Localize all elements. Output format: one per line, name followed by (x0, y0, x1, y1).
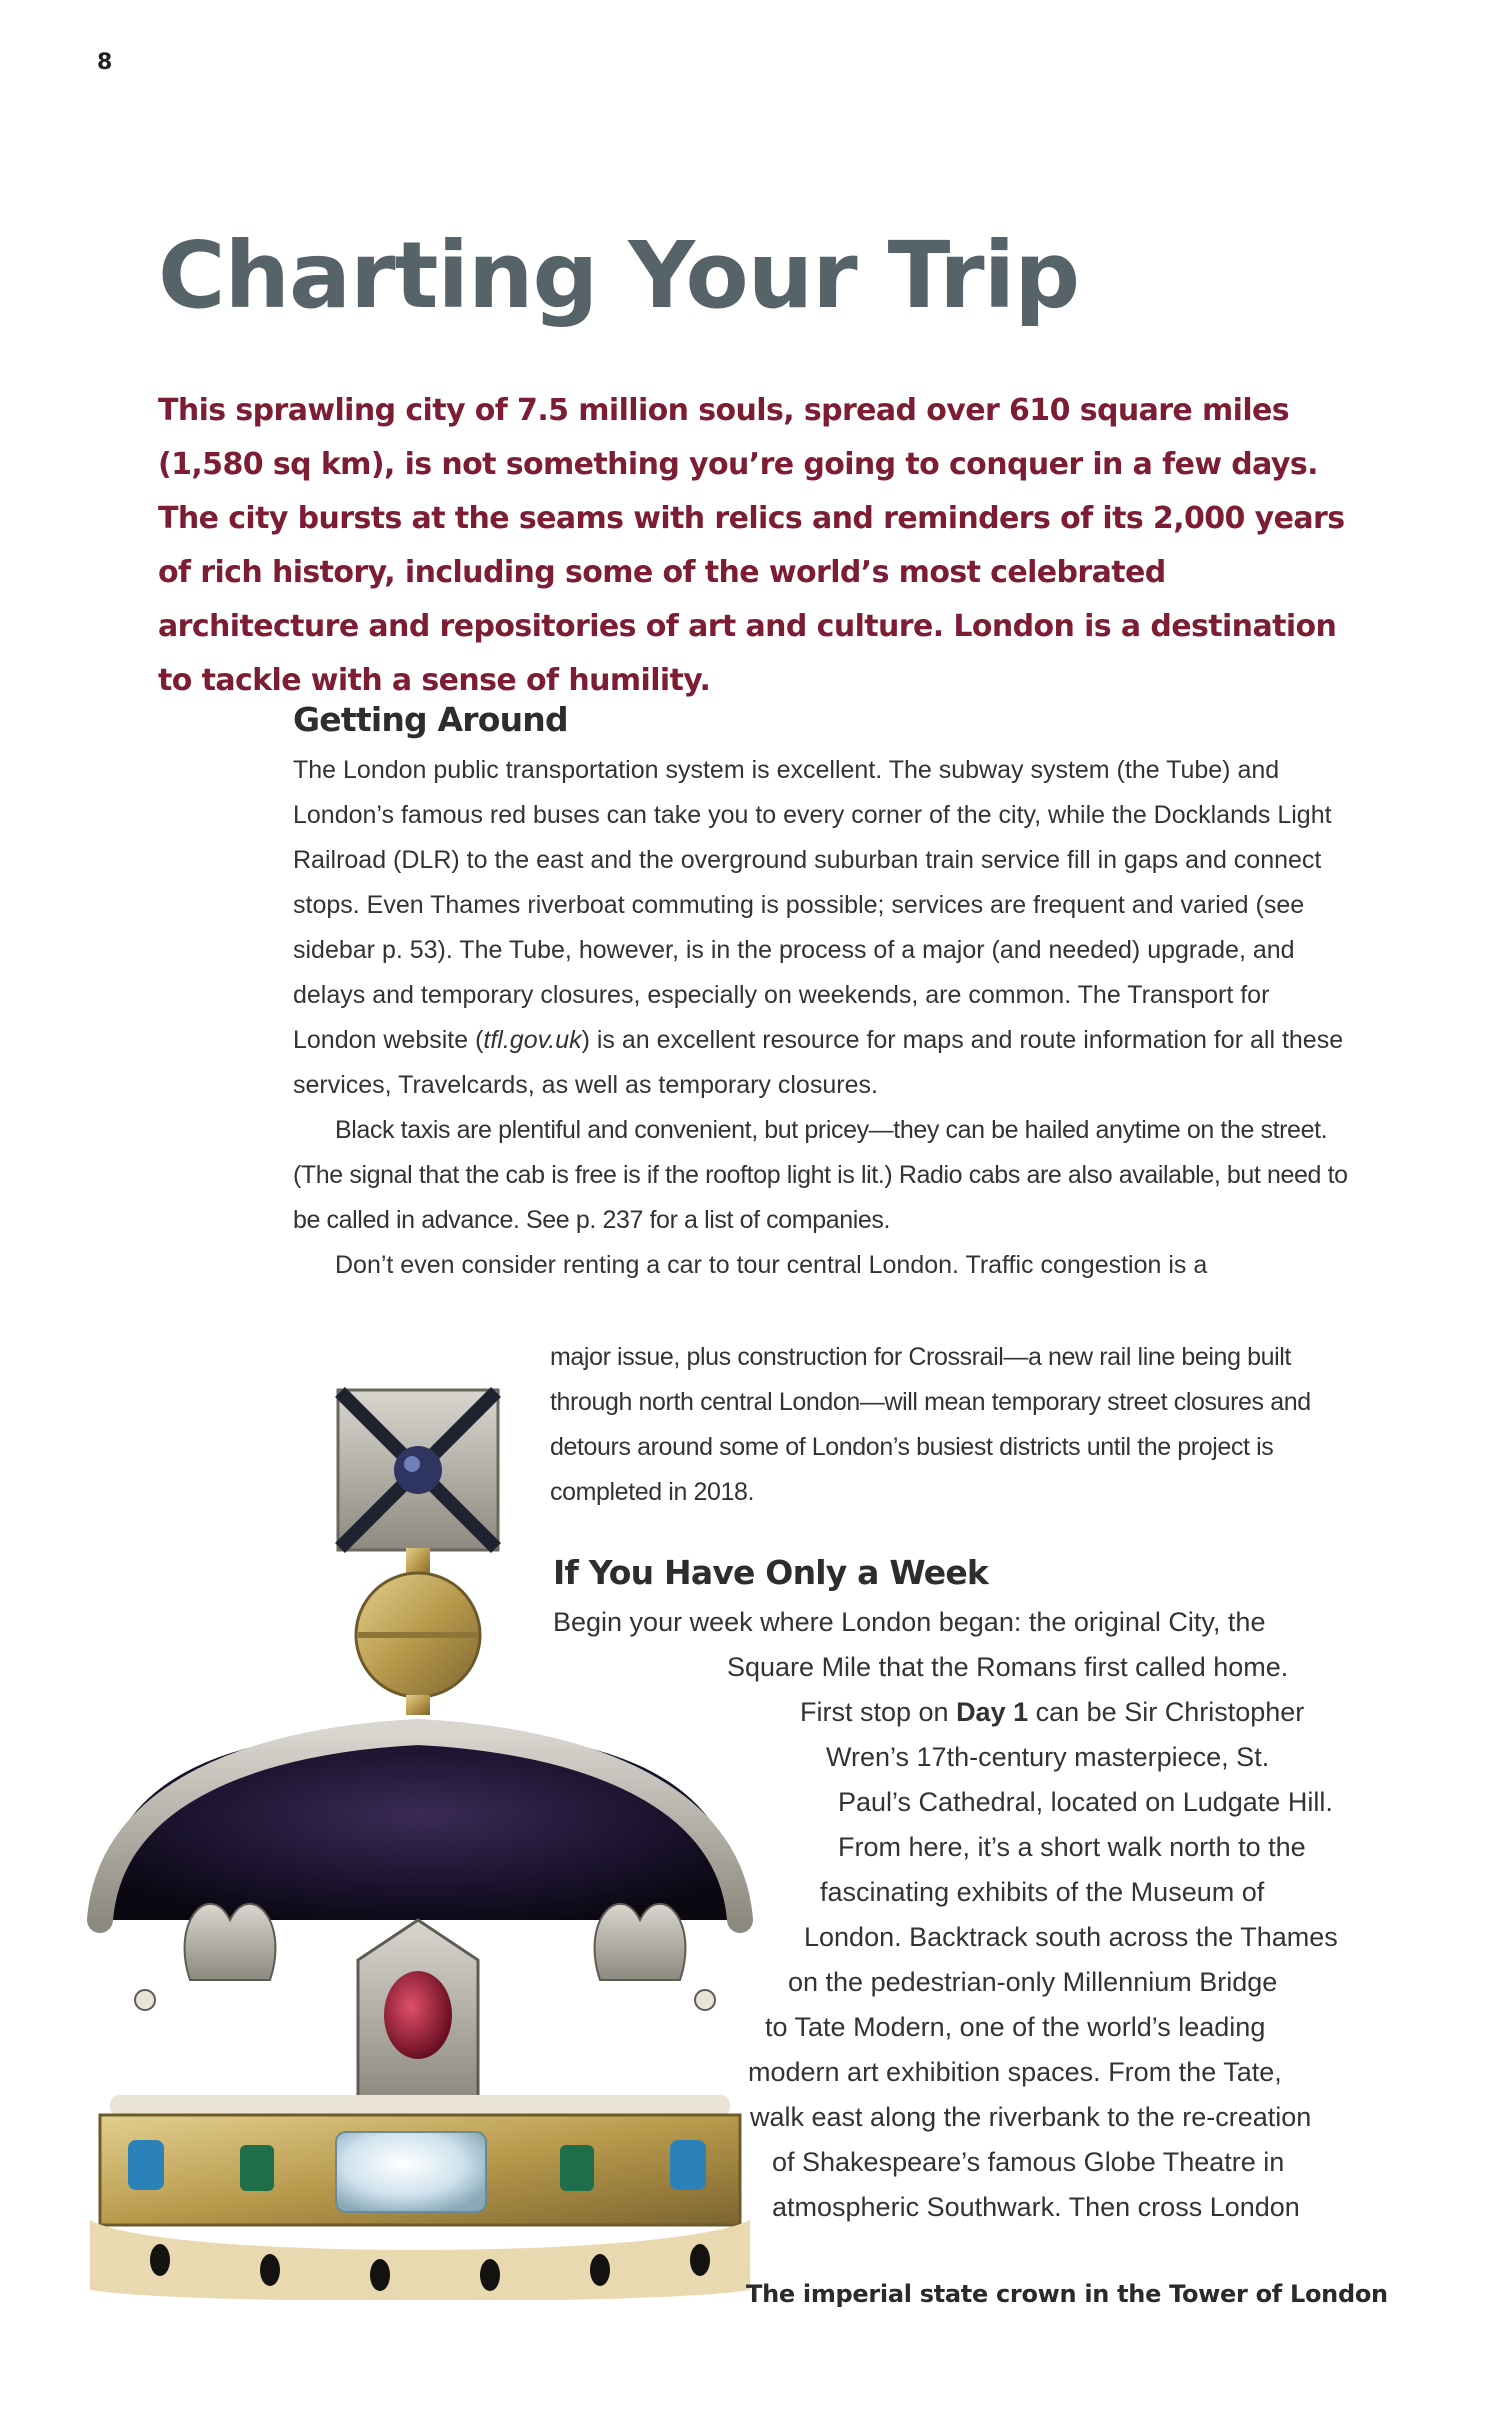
week-line-3: First stop on Day 1 can be Sir Christopher (800, 1697, 1305, 1727)
image-caption: The imperial state crown in the Tower of London (746, 2280, 1388, 2308)
crown-orb (356, 1548, 480, 1715)
section-heading-getting-around: Getting Around (293, 700, 568, 739)
getting-around-body (293, 748, 1353, 1288)
crown-pearl-band (100, 2095, 740, 2225)
week-line-2: Square Mile that the Romans first called home. (727, 1652, 1289, 1682)
week-line-4: Wren’s 17th-century masterpiece, St. (826, 1742, 1270, 1772)
day-1-label: Day 1 (956, 1697, 1029, 1727)
tfl-link[interactable]: tfl.gov.uk (483, 1026, 582, 1054)
week-line-14: atmospheric Southwark. Then cross London (772, 2192, 1300, 2222)
paragraph-cars-continued: major issue, plus construction for Crossrail—a new rail line being built through north central London—will mean temporary street closures and detours around some of London’s busiest districts until the project is completed in 2018. (550, 1343, 1311, 1506)
paragraph-cars-start: Don’t even consider renting a car to tour central London. Traffic congestion is a (335, 1251, 1208, 1279)
week-line-11: modern art exhibition spaces. From the Tate, (748, 2057, 1282, 2087)
week-line-10: to Tate Modern, one of the world’s leading (765, 2012, 1266, 2042)
week-line-5: Paul’s Cathedral, located on Ludgate Hill. (838, 1787, 1333, 1817)
week-line-9: on the pedestrian-only Millennium Bridge (788, 1967, 1278, 1997)
crown-image (40, 1360, 780, 2300)
crown-cross (338, 1390, 498, 1550)
week-line-6: From here, it’s a short walk north to the (838, 1832, 1306, 1862)
week-line-7: fascinating exhibits of the Museum of (820, 1877, 1265, 1907)
page-number: 8 (97, 50, 113, 75)
page-title: Charting Your Trip (158, 222, 1080, 329)
week-line-12: walk east along the riverbank to the re-creation (750, 2102, 1312, 2132)
crown-front-cross (358, 1920, 478, 2100)
paragraph-transport: The London public transportation system is excellent. The subway system (the Tube) and London’s famous red buses can take you to every corner of the city, while the Docklands Light Railroad (DLR) to the east and the overground suburban train service fill in gaps and connect stops. Even Thames riverboat commuting is possible; services are frequent and varied (see sidebar p. 53). The Tube, however, is in the process of a major (and needed) upgrade, and delays and temporary closures, especially on weekends, are common. The Transport for London website (tfl.gov.uk) is an excellent resource for maps and route information for all these services, Travelcards, as well as temporary closures. (293, 756, 1344, 1099)
week-line-13: of Shakespeare’s famous Globe Theatre in (772, 2147, 1285, 2177)
week-line-8: London. Backtrack south across the Thames (804, 1922, 1338, 1952)
paragraph-taxis: Black taxis are plentiful and convenient, but pricey—they can be hailed anytime on the street. (The signal that the cab is free is if the rooftop light is lit.) Radio cabs are also available, but need to be called in advance. See p. 237 for a list of companies. (293, 1116, 1348, 1234)
intro-paragraph: This sprawling city of 7.5 million souls, spread over 610 square miles (1,580 sq km), is not something you’re going to conquer in a few days. The city bursts at the seams with relics and reminders of its 2,000 years of rich history, including some of the world’s most celebrated architecture and repositories of art and culture. London is a destination to tackle with a sense of humility. (158, 393, 1345, 698)
week-line-1: Begin your week where London began: the original City, the (553, 1607, 1266, 1637)
crown-ermine (90, 2220, 750, 2300)
section-heading-one-week: If You Have Only a Week (553, 1553, 989, 1592)
